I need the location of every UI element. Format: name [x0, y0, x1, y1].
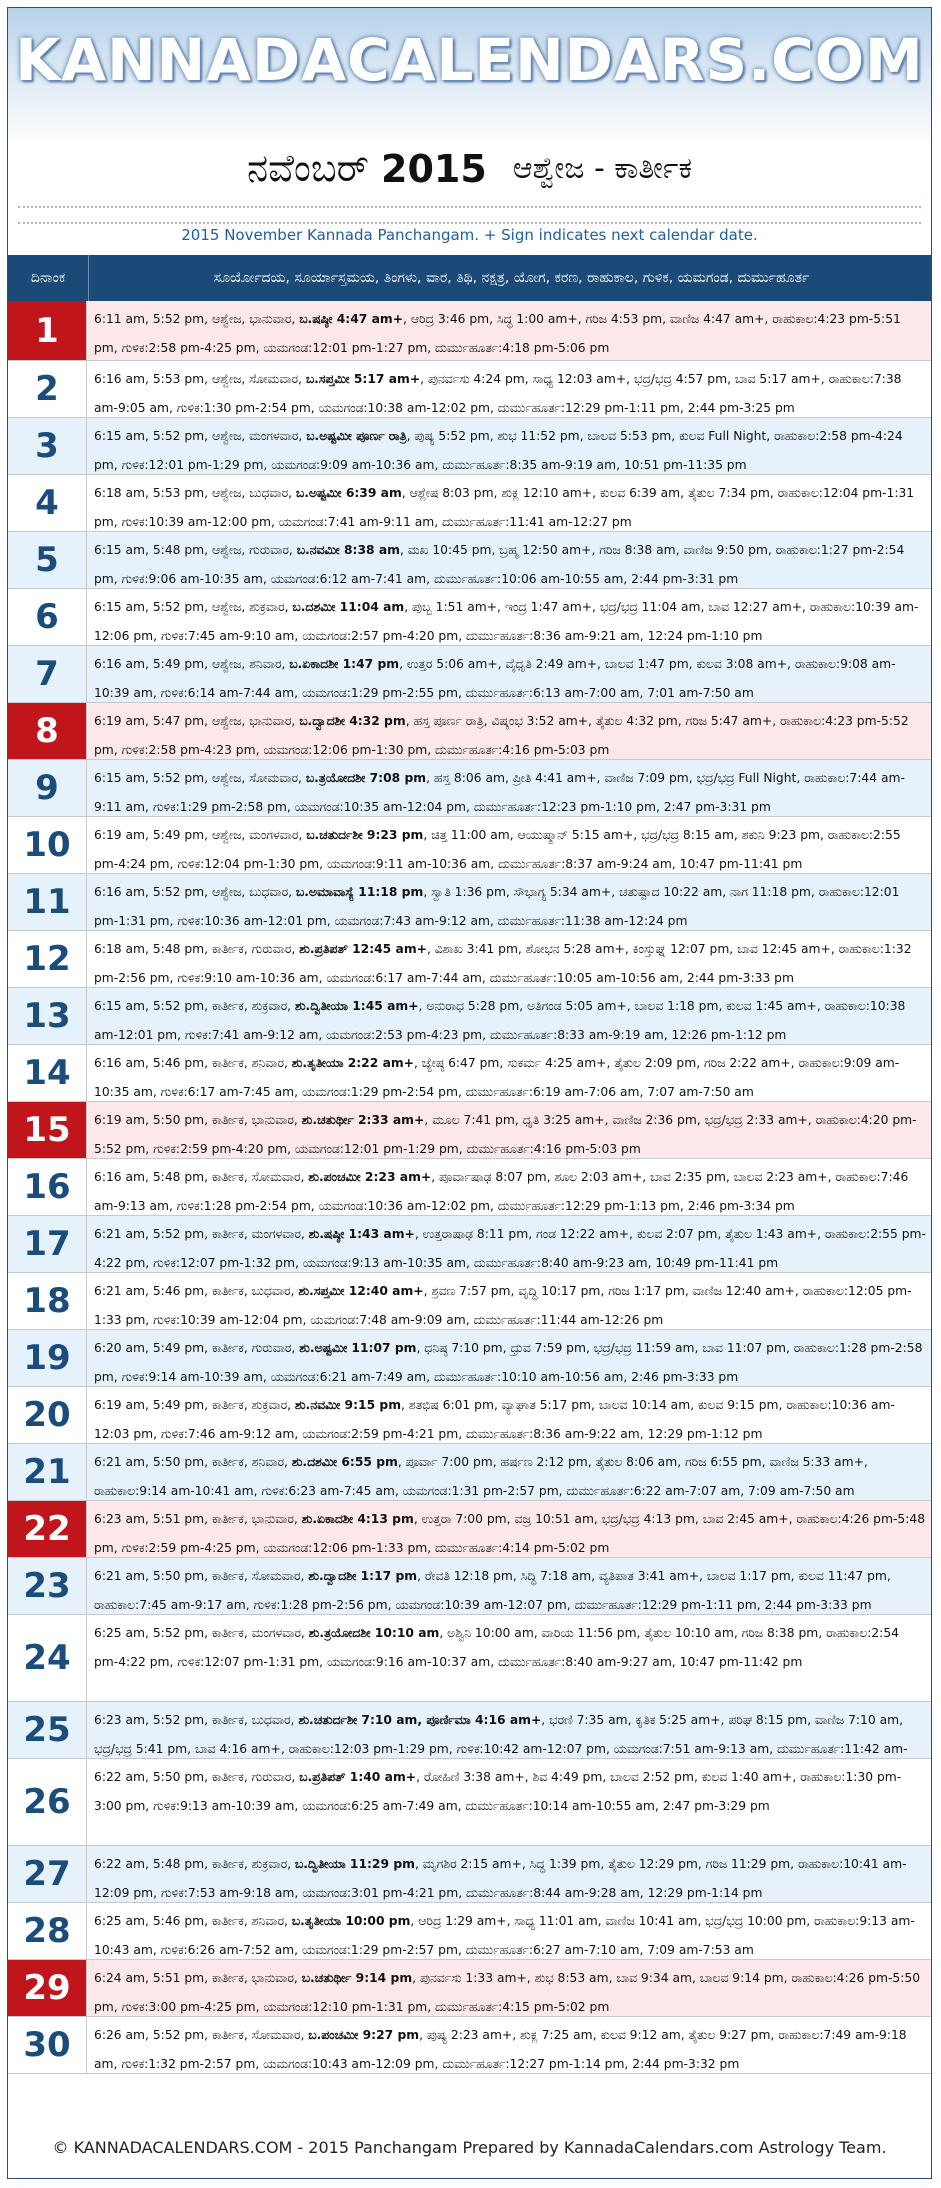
month-name: ನವೆಂಬರ್	[247, 146, 370, 190]
details-suffix: , ಉತ್ತರಾ 7:00 pm, ವಜ್ರ 10:51 am, ಭದ್ರ/ಭದ್ರ 4:13 pm, ಬಾವ 2:45 am+, ರಾಹುಕಾಲ:4:26 pm-5:48 pm, ಗುಳಿಕ:2:59 pm-4:25 pm, ಯಮಗಂಡ:12:06 pm-1:33 pm, ದುರ್ಮುಹೂರ್ತ:4:14 pm-5:02 pm	[94, 1512, 926, 1555]
tithi: ಬ.ದಶಮೀ 11:04 am	[292, 600, 405, 614]
details-suffix: , ಹಸ್ತ ಪೂರ್ಣ ರಾತ್ರಿ, ವಿಷ್ಕಂಭ 3:52 am+, ತೈತುಲ 4:32 pm, ಗರಿಜ 5:47 am+, ರಾಹುಕಾಲ:4:23 pm-5:52 pm, ಗುಳಿಕ:2:58 pm-4:23 pm, ಯಮಗಂಡ:12:06 pm-1:30 pm, ದುರ್ಮುಹೂರ್ತ:4:16 pm-5:03 pm	[94, 714, 909, 757]
tithi: ಬ.ತೃತೀಯಾ 10:00 pm	[291, 1914, 411, 1928]
details-suffix: , ಭರಣಿ 7:35 am, ಕೃತಿಕ 5:25 am+, ಪರಿಘ 8:15 pm, ವಾಣಿಜ 7:10 am, ಭದ್ರ/ಭದ್ರ 5:41 pm, ಬಾವ 4:16 am+, ರಾಹುಕಾಲ:12:03 pm-1:29 pm, ಗುಳಿಕ:10:42 am-12:07 pm, ಯಮಗಂಡ:7:51 am-9:13 am, ದುರ್ಮುಹೂರ್ತ:11:42 am-	[94, 1713, 908, 1756]
date-number: 10	[8, 817, 87, 873]
table-row	[8, 988, 931, 1045]
details-prefix: 6:16 am, 5:49 pm, ಆಶ್ವೇಜ, ಶನಿವಾರ,	[94, 657, 290, 671]
details-prefix: 6:19 am, 5:47 pm, ಆಶ್ವೇಜ, ಭಾನುವಾರ,	[94, 714, 300, 728]
details-prefix: 6:24 am, 5:51 pm, ಕಾರ್ತೀಕ, ಭಾನುವಾರ,	[94, 1971, 302, 1985]
masa-label: ಆಶ್ವೇಜ - ಕಾರ್ತೀಕ	[512, 151, 692, 186]
tithi: ಶು.ಏಕಾದಶೀ 4:13 pm	[301, 1512, 414, 1526]
tithi: ಶು.ದ್ವಿತೀಯಾ 1:45 am+	[294, 999, 419, 1013]
details-suffix: , ಉತ್ತರ 5:06 am+, ವೈಧೃತಿ 2:49 am+, ಬಾಲವ 1:47 pm, ಕುಲವ 3:08 am+, ರಾಹುಕಾಲ:9:08 am-10:39 am, ಗುಳಿಕ:6:14 am-7:44 am, ಯಮಗಂಡ:1:29 pm-2:55 pm, ದುರ್ಮುಹೂರ್ತ:6:13 am-7:00 am, 7:01 am-7:50 am	[94, 657, 896, 700]
day-details	[89, 1702, 931, 1758]
sunday-date-number: 29	[8, 1960, 87, 2016]
date-number: 21	[8, 1444, 87, 1500]
date-number: 23	[8, 1558, 87, 1614]
tithi: ಬ.ತ್ರಯೋದಶೀ 7:08 pm	[305, 771, 427, 785]
day-details	[89, 703, 931, 759]
tithi: ಬ.ಅಮಾವಾಸ್ಯೆ 11:18 pm	[295, 885, 424, 899]
day-details	[89, 1045, 931, 1101]
details-prefix: 6:22 am, 5:50 pm, ಕಾರ್ತೀಕ, ಗುರುವಾರ,	[94, 1770, 300, 1784]
date-number: 11	[8, 874, 87, 930]
day-details	[89, 817, 931, 873]
table-row	[8, 1846, 931, 1903]
table-header	[8, 255, 931, 301]
sunday-date-number: 1	[8, 301, 87, 360]
table-row	[8, 361, 931, 418]
table-row	[8, 1960, 931, 2017]
date-number: 2	[8, 361, 87, 417]
details-suffix: , ರೋಹಿಣಿ 3:38 am+, ಶಿವ 4:49 pm, ಬಾಲವ 2:52 pm, ಕುಲವ 1:40 am+, ರಾಹುಕಾಲ:1:30 pm-3:00 pm, ಗುಳಿಕ:9:13 am-10:39 am, ಯಮಗಂಡ:6:25 am-7:49 am, ದುರ್ಮುಹೂರ್ತ:10:14 am-10:55 am, 2:47 pm-3:29 pm	[94, 1770, 902, 1813]
table-row	[8, 1615, 931, 1702]
day-details	[89, 1444, 931, 1500]
date-number: 27	[8, 1846, 87, 1902]
table-row	[8, 2017, 931, 2074]
table-row	[8, 1558, 931, 1615]
details-prefix: 6:16 am, 5:48 pm, ಕಾರ್ತೀಕ, ಸೋಮವಾರ,	[94, 1170, 309, 1184]
table-row	[8, 1759, 931, 1846]
details-suffix: , ಉತ್ತರಾಷಾಢ 8:11 pm, ಗಂಡ 12:22 am+, ಕುಲವ 2:07 pm, ತೈತುಲ 1:43 am+, ರಾಹುಕಾಲ:2:55 pm-4:22 pm, ಗುಳಿಕ:12:07 pm-1:32 pm, ಯಮಗಂಡ:9:13 am-10:35 am, ದುರ್ಮುಹೂರ್ತ:8:40 am-9:23 am, 10:49 pm-11:41 pm	[94, 1227, 926, 1270]
date-number: 20	[8, 1387, 87, 1443]
tithi: ಬ.ಪ್ರತಿಪತ್ 1:40 am+	[299, 1770, 417, 1784]
table-row	[8, 532, 931, 589]
day-details	[89, 1387, 931, 1443]
tithi: ಶು.ದಶಮೀ 6:55 pm	[291, 1455, 398, 1469]
date-number: 6	[8, 589, 87, 645]
details-prefix: 6:16 am, 5:52 pm, ಆಶ್ವೇಜ, ಬುಧವಾರ,	[94, 885, 296, 899]
day-details	[89, 1558, 931, 1614]
day-details	[89, 1330, 931, 1386]
date-number: 13	[8, 988, 87, 1044]
tithi: ಬ.ಸಪ್ತಮೀ 5:17 am+	[305, 372, 421, 386]
details-suffix: , ಪೂರ್ವಾ 7:00 pm, ಹರ್ಷಣ 2:12 pm, ತೈತುಲ 8:06 am, ಗರಿಜ 6:55 pm, ವಾಣಿಜ 5:33 am+, ರಾಹುಕಾಲ:9:14 am-10:41 am, ಗುಳಿಕ:6:23 am-7:45 am, ಯಮಗಂಡ:1:31 pm-2:57 pm, ದುರ್ಮುಹೂರ್ತ:6:22 am-7:07 am, 7:09 am-7:50 am	[94, 1455, 868, 1498]
sunday-date-number: 8	[8, 703, 87, 759]
details-prefix: 6:23 am, 5:52 pm, ಕಾರ್ತೀಕ, ಬುಧವಾರ,	[94, 1713, 299, 1727]
tithi: ಶು.ನವಮೀ 9:15 pm	[294, 1398, 402, 1412]
day-details	[89, 931, 931, 987]
tithi: ಶು.ತೃತೀಯಾ 2:22 am+	[291, 1056, 414, 1070]
details-suffix: , ಆಶ್ಲೇಷ 8:03 pm, ಶುಕ್ಲ 12:10 am+, ಕುಲವ 6:39 am, ತೈತುಲ 7:34 pm, ರಾಹುಕಾಲ:12:04 pm-1:31 pm, ಗುಳಿಕ:10:39 am-12:00 pm, ಯಮಗಂಡ:7:41 am-9:11 am, ದುರ್ಮುಹೂರ್ತ:11:41 am-12:27 pm	[94, 486, 915, 529]
table-row	[8, 1102, 931, 1159]
table-row	[8, 817, 931, 874]
tithi: ಶು.ಪಂಚಮೀ 2:23 am+	[308, 1170, 432, 1184]
day-details	[89, 1903, 931, 1959]
details-prefix: 6:21 am, 5:50 pm, ಕಾರ್ತೀಕ, ಶನಿವಾರ,	[94, 1455, 292, 1469]
details-prefix: 6:16 am, 5:53 pm, ಆಶ್ವೇಜ, ಸೋಮವಾರ,	[94, 372, 306, 386]
tithi: ಶು.ಷಷ್ಠೀ 1:43 am+	[308, 1227, 415, 1241]
details-suffix: , ಮಖ 10:45 pm, ಬ್ರಹ್ಮ 12:50 am+, ಗರಿಜ 8:38 am, ವಾಣಿಜ 9:50 pm, ರಾಹುಕಾಲ:1:27 pm-2:54 pm, ಗುಳಿಕ:9:06 am-10:35 am, ಯಮಗಂಡ:6:12 am-7:41 am, ದುರ್ಮುಹೂರ್ತ:10:06 am-10:55 am, 2:44 pm-3:31 pm	[94, 543, 905, 586]
day-details	[89, 301, 931, 360]
day-details	[89, 1273, 931, 1329]
date-number: 4	[8, 475, 87, 531]
table-row	[8, 1330, 931, 1387]
date-number: 14	[8, 1045, 87, 1101]
details-column-header: ಸೂರ್ಯೋದಯ, ಸೂರ್ಯಾಸ್ತಮಯ, ತಿಂಗಳು, ವಾರ, ತಿಥಿ, ನಕ್ಷತ್ರ, ಯೋಗ, ಕರಣ, ರಾಹುಕಾಲ, ಗುಳಿಕ, ಯಮಗಂಡ, ದುರ್ಮುಹೂರ್ತ	[213, 270, 810, 286]
table-row	[8, 760, 931, 817]
page-title	[8, 146, 931, 202]
tithi: ಬ.ದ್ವಿತೀಯಾ 11:29 pm	[294, 1857, 415, 1871]
tithi: ಶು.ದ್ವಾದಶೀ 1:17 pm	[308, 1569, 418, 1583]
details-prefix: 6:19 am, 5:50 pm, ಕಾರ್ತೀಕ, ಭಾನುವಾರ,	[94, 1113, 302, 1127]
date-number: 5	[8, 532, 87, 588]
details-suffix: , ಅನುರಾಧ 5:28 pm, ಅತಿಗಂಡ 5:05 am+, ಬಾಲವ 1:18 pm, ಕುಲವ 1:45 am+, ರಾಹುಕಾಲ:10:38 am-12:01 pm, ಗುಳಿಕ:7:41 am-9:12 am, ಯಮಗಂಡ:2:53 pm-4:23 pm, ದುರ್ಮುಹೂರ್ತ:8:33 am-9:19 am, 12:26 pm-1:12 pm	[94, 999, 906, 1042]
table-row	[8, 931, 931, 988]
panchangam-table	[8, 301, 931, 2074]
details-prefix: 6:11 am, 5:52 pm, ಆಶ್ವೇಜ, ಭಾನುವಾರ,	[94, 312, 300, 326]
details-suffix: , ಧನಿಷ್ಠ 7:10 pm, ಧ್ರುವ 7:59 pm, ಭದ್ರ/ಭದ್ರ 11:59 am, ಬಾವ 11:07 pm, ರಾಹುಕಾಲ:1:28 pm-2:58 pm, ಗುಳಿಕ:9:14 am-10:39 am, ಯಮಗಂಡ:6:21 am-7:49 am, ದುರ್ಮುಹೂರ್ತ:10:10 am-10:56 am, 2:46 pm-3:33 pm	[94, 1341, 923, 1384]
tithi: ಶು.ಪ್ರತಿಪತ್ 12:45 am+	[299, 942, 427, 956]
page-subtitle: 2015 November Kannada Panchangam. + Sign indicates next calendar date.	[181, 226, 758, 244]
date-number: 18	[8, 1273, 87, 1329]
sunday-date-number: 15	[8, 1102, 87, 1158]
tithi: ಶು.ಅಷ್ಟಮೀ 11:07 pm	[299, 1341, 417, 1355]
date-number: 3	[8, 418, 87, 474]
day-details	[89, 1501, 931, 1557]
details-prefix: 6:19 am, 5:49 pm, ಆಶ್ವೇಜ, ಮಂಗಳವಾರ,	[94, 828, 307, 842]
day-details	[89, 1102, 931, 1158]
calendar-page	[7, 7, 932, 2179]
table-row	[8, 1444, 931, 1501]
table-row	[8, 1501, 931, 1558]
details-suffix: , ರೇವತಿ 12:18 pm, ಸಿದ್ಧಿ 7:18 am, ವ್ಯತಿಪಾತ 3:41 am+, ಬಾಲವ 1:17 pm, ಕುಲವ 11:47 pm, ರಾಹುಕಾಲ:7:45 am-9:17 am, ಗುಳಿಕ:1:28 pm-2:56 pm, ಯಮಗಂಡ:10:39 am-12:07 pm, ದುರ್ಮುಹೂರ್ತ:12:29 pm-1:11 pm, 2:44 pm-3:33 pm	[94, 1569, 891, 1612]
tithi: ಬ.ನವಮೀ 8:38 am	[296, 543, 400, 557]
details-suffix: , ಶ್ರವಣ 7:57 pm, ವೃದ್ಧಿ 10:17 pm, ಗರಿಜ 1:17 pm, ವಾಣಿಜ 12:40 am+, ರಾಹುಕಾಲ:12:05 pm-1:33 pm, ಗುಳಿಕ:10:39 am-12:04 pm, ಯಮಗಂಡ:7:48 am-9:09 am, ದುರ್ಮುಹೂರ್ತ:11:44 am-12:26 pm	[94, 1284, 912, 1327]
tithi: ಬ.ಚತುರ್ಥೀ 9:14 pm	[301, 1971, 413, 1985]
tithi: ಶು.ಸಪ್ತಮೀ 12:40 am+	[298, 1284, 424, 1298]
details-suffix: , ಪೂರ್ವಾಷಾಢ 8:07 pm, ಶೂಲ 2:03 am+, ಬಾವ 2:35 pm, ಬಾಲವ 2:23 am+, ರಾಹುಕಾಲ:7:46 am-9:13 am, ಗುಳಿಕ:1:28 pm-2:54 pm, ಯಮಗಂಡ:10:36 am-12:02 pm, ದುರ್ಮುಹೂರ್ತ:12:29 pm-1:13 pm, 2:46 pm-3:34 pm	[94, 1170, 909, 1213]
tithi: ಶು.ಚತುರ್ಥೀ 2:33 am+	[301, 1113, 425, 1127]
date-number: 12	[8, 931, 87, 987]
date-number: 28	[8, 1903, 87, 1959]
tithi: ಶು.ಚತುರ್ದಶೀ 7:10 am, ಪೂರ್ಣಿಮಾ 4:16 am+	[298, 1713, 542, 1727]
details-prefix: 6:16 am, 5:46 pm, ಕಾರ್ತೀಕ, ಶನಿವಾರ,	[94, 1056, 292, 1070]
details-suffix: , ಪುಷ್ಯ 2:23 am+, ಶುಕ್ಲ 7:25 am, ಕುಲವ 9:12 am, ತೈತುಲ 9:27 pm, ರಾಹುಕಾಲ:7:49 am-9:18 am, ಗುಳಿಕ:1:32 pm-2:57 pm, ಯಮಗಂಡ:10:43 am-12:09 pm, ದುರ್ಮುಹೂರ್ತ:12:27 pm-1:14 pm, 2:44 pm-3:32 pm	[94, 2028, 907, 2071]
tithi: ಬ.ಪಂಚಮೀ 9:27 pm	[308, 2028, 420, 2042]
date-number: 19	[8, 1330, 87, 1386]
decorative-border	[18, 206, 921, 224]
details-prefix: 6:21 am, 5:52 pm, ಕಾರ್ತೀಕ, ಮಂಗಳವಾರ,	[94, 1227, 309, 1241]
day-details	[89, 1216, 931, 1272]
day-details	[89, 988, 931, 1044]
date-number: 9	[8, 760, 87, 816]
day-column-header: ದಿನಾಂಕ	[8, 255, 89, 301]
day-details	[89, 1159, 931, 1215]
details-prefix: 6:15 am, 5:52 pm, ಆಶ್ವೇಜ, ಶುಕ್ರವಾರ,	[94, 600, 293, 614]
details-suffix: , ಜ್ಯೇಷ್ಠ 6:47 pm, ಸುಕರ್ಮ 4:25 am+, ತೈತುಲ 2:09 pm, ಗರಿಜ 2:22 am+, ರಾಹುಕಾಲ:9:09 am-10:35 am, ಗುಳಿಕ:6:17 am-7:45 am, ಯಮಗಂಡ:1:29 pm-2:54 pm, ದುರ್ಮುಹೂರ್ತ:6:19 am-7:06 am, 7:07 am-7:50 am	[94, 1056, 900, 1099]
details-prefix: 6:21 am, 5:46 pm, ಕಾರ್ತೀಕ, ಬುಧವಾರ,	[94, 1284, 299, 1298]
day-details	[89, 418, 931, 474]
site-logo[interactable]: KANNADACALENDARS.COM	[15, 26, 924, 94]
date-number: 16	[8, 1159, 87, 1215]
table-row	[8, 1702, 931, 1759]
details-suffix: , ಅಶ್ವಿನಿ 10:00 am, ವಾರಿಯ 11:56 pm, ತೈತುಲ 10:10 am, ಗರಿಜ 8:38 pm, ರಾಹುಕಾಲ:2:54 pm-4:22 pm, ಗುಳಿಕ:12:07 pm-1:31 pm, ಯಮಗಂಡ:9:16 am-10:37 am, ದುರ್ಮುಹೂರ್ತ:8:40 am-9:27 am, 10:47 pm-11:42 pm	[94, 1626, 899, 1669]
details-prefix: 6:23 am, 5:51 pm, ಕಾರ್ತೀಕ, ಭಾನುವಾರ,	[94, 1512, 302, 1526]
table-row	[8, 418, 931, 475]
details-suffix: , ಶತಭಿಷ 6:01 pm, ವ್ಯಾಘಾತ 5:17 pm, ಬಾಲವ 10:14 am, ಕುಲವ 9:15 pm, ರಾಹುಕಾಲ:10:36 am-12:03 pm, ಗುಳಿಕ:7:46 am-9:12 am, ಯಮಗಂಡ:2:59 pm-4:21 pm, ದುರ್ಮುಹೂರ್ತ:8:36 am-9:22 am, 12:29 pm-1:12 pm	[94, 1398, 895, 1441]
table-row	[8, 1387, 931, 1444]
day-details	[89, 361, 931, 417]
day-details	[89, 1846, 931, 1902]
day-details	[89, 2017, 931, 2073]
day-details	[89, 1960, 931, 2016]
table-row	[8, 1273, 931, 1330]
details-prefix: 6:15 am, 5:52 pm, ಕಾರ್ತೀಕ, ಶುಕ್ರವಾರ,	[94, 999, 295, 1013]
tithi: ಬ.ದ್ವಾದಶೀ 4:32 pm	[299, 714, 406, 728]
day-details	[89, 1615, 931, 1701]
details-suffix: , ಆರಿದ್ರ 3:46 pm, ಸಿದ್ಧ 1:00 am+, ಗರಿಜ 4:53 pm, ವಾಣಿಜ 4:47 am+, ರಾಹುಕಾಲ:4:23 pm-5:51 pm, ಗುಳಿಕ:2:58 pm-4:25 pm, ಯಮಗಂಡ:12:01 pm-1:27 pm, ದುರ್ಮುಹೂರ್ತ:4:18 pm-5:06 pm	[94, 312, 901, 355]
table-row	[8, 703, 931, 760]
details-suffix: , ಪುಷ್ಯ 5:52 pm, ಶುಭ 11:52 pm, ಬಾಲವ 5:53 pm, ಕುಲವ Full Night, ರಾಹುಕಾಲ:2:58 pm-4:24 pm, ಗುಳಿಕ:12:01 pm-1:29 pm, ಯಮಗಂಡ:9:09 am-10:36 am, ದುರ್ಮುಹೂರ್ತ:8:35 am-9:19 am, 10:51 pm-11:35 pm	[94, 429, 903, 472]
day-details	[89, 874, 931, 930]
details-suffix: , ಸ್ವಾತಿ 1:36 pm, ಸೌಭಾಗ್ಯ 5:34 am+, ಚತುಷ್ಪಾದ 10:22 am, ನಾಗ 11:18 pm, ರಾಹುಕಾಲ:12:01 pm-1:31 pm, ಗುಳಿಕ:10:36 am-12:01 pm, ಯಮಗಂಡ:7:43 am-9:12 am, ದುರ್ಮುಹೂರ್ತ:11:38 am-12:24 pm	[94, 885, 900, 928]
details-prefix: 6:25 am, 5:52 pm, ಕಾರ್ತೀಕ, ಮಂಗಳವಾರ,	[94, 1626, 309, 1640]
date-number: 7	[8, 646, 87, 702]
date-number: 17	[8, 1216, 87, 1272]
tithi: ಬ.ಷಷ್ಠೀ 4:47 am+	[299, 312, 404, 326]
details-suffix: , ಆರಿದ್ರ 1:29 am+, ಸಾಧ್ಯ 11:01 am, ವಾಣಿಜ 10:41 am, ಭದ್ರ/ಭದ್ರ 10:00 pm, ರಾಹುಕಾಲ:9:13 am-10:43 am, ಗುಳಿಕ:6:26 am-7:52 am, ಯಮಗಂಡ:1:29 pm-2:57 pm, ದುರ್ಮುಹೂರ್ತ:6:27 am-7:10 am, 7:09 am-7:53 am	[94, 1914, 915, 1957]
details-prefix: 6:25 am, 5:46 pm, ಕಾರ್ತೀಕ, ಶನಿವಾರ,	[94, 1914, 292, 1928]
details-suffix: , ಮೂಲ 7:41 pm, ಧೃತಿ 3:25 am+, ವಾಣಿಜ 2:36 pm, ಭದ್ರ/ಭದ್ರ 2:33 am+, ರಾಹುಕಾಲ:4:20 pm-5:52 pm, ಗುಳಿಕ:2:59 pm-4:20 pm, ಯಮಗಂಡ:12:01 pm-1:29 pm, ದುರ್ಮುಹೂರ್ತ:4:16 pm-5:03 pm	[94, 1113, 917, 1156]
details-suffix: , ಪುನರ್ವಸು 4:24 pm, ಸಾಧ್ಯ 12:03 am+, ಭದ್ರ/ಭದ್ರ 4:57 pm, ಬಾವ 5:17 am+, ರಾಹುಕಾಲ:7:38 am-9:05 am, ಗುಳಿಕ:1:30 pm-2:54 pm, ಯಮಗಂಡ:10:38 am-12:02 pm, ದುರ್ಮುಹೂರ್ತ:12:29 pm-1:11 pm, 2:44 pm-3:25 pm	[94, 372, 902, 415]
sunday-date-number: 22	[8, 1501, 87, 1557]
details-suffix: , ವಿಶಾಖ 3:41 pm, ಶೋಭನ 5:28 am+, ಕಿಂಸ್ತುಘ್ನ 12:07 pm, ಬಾವ 12:45 am+, ರಾಹುಕಾಲ:1:32 pm-2:56 pm, ಗುಳಿಕ:9:10 am-10:36 am, ಯಮಗಂಡ:6:17 am-7:44 am, ದುರ್ಮುಹೂರ್ತ:10:05 am-10:56 am, 2:44 pm-3:33 pm	[94, 942, 912, 985]
date-number: 26	[8, 1759, 87, 1845]
footer-copyright: © KANNADACALENDARS.COM - 2015 Panchangam Prepared by KannadaCalendars.com Astrology Team.	[8, 2118, 931, 2178]
details-prefix: 6:22 am, 5:48 pm, ಕಾರ್ತೀಕ, ಶುಕ್ರವಾರ,	[94, 1857, 295, 1871]
day-details	[89, 475, 931, 531]
details-prefix: 6:21 am, 5:50 pm, ಕಾರ್ತೀಕ, ಸೋಮವಾರ,	[94, 1569, 309, 1583]
details-prefix: 6:26 am, 5:52 pm, ಕಾರ್ತೀಕ, ಸೋಮವಾರ,	[94, 2028, 309, 2042]
details-prefix: 6:19 am, 5:49 pm, ಕಾರ್ತೀಕ, ಶುಕ್ರವಾರ,	[94, 1398, 295, 1412]
details-prefix: 6:18 am, 5:53 pm, ಆಶ್ವೇಜ, ಬುಧವಾರ,	[94, 486, 296, 500]
details-suffix: , ಹಸ್ತ 8:06 am, ಪ್ರೀತಿ 4:41 am+, ವಾಣಿಜ 7:09 pm, ಭದ್ರ/ಭದ್ರ Full Night, ರಾಹುಕಾಲ:7:44 am-9:11 am, ಗುಳಿಕ:1:29 pm-2:58 pm, ಯಮಗಂಡ:10:35 am-12:04 pm, ದುರ್ಮುಹೂರ್ತ:12:23 pm-1:10 pm, 2:47 pm-3:31 pm	[94, 771, 905, 814]
details-prefix: 6:15 am, 5:48 pm, ಆಶ್ವೇಜ, ಗುರುವಾರ,	[94, 543, 297, 557]
tithi: ಬ.ಅಷ್ಟಮೀ 6:39 am	[295, 486, 402, 500]
day-details	[89, 1759, 931, 1845]
table-row	[8, 1903, 931, 1960]
table-row	[8, 874, 931, 931]
details-suffix: , ಪುನರ್ವಸು 1:33 am+, ಶುಭ 8:53 am, ಬಾವ 9:34 am, ಬಾಲವ 9:14 pm, ರಾಹುಕಾಲ:4:26 pm-5:50 pm, ಗುಳಿಕ:3:00 pm-4:25 pm, ಯಮಗಂಡ:12:10 pm-1:31 pm, ದುರ್ಮುಹೂರ್ತ:4:15 pm-5:02 pm	[94, 1971, 921, 2014]
date-number: 25	[8, 1702, 87, 1758]
details-prefix: 6:18 am, 5:48 pm, ಕಾರ್ತೀಕ, ಗುರುವಾರ,	[94, 942, 300, 956]
table-row	[8, 301, 931, 361]
tithi: ಶು.ತ್ರಯೋದಶೀ 10:10 am	[308, 1626, 440, 1640]
tithi: ಬ.ಏಕಾದಶೀ 1:47 pm	[289, 657, 400, 671]
site-banner	[8, 8, 931, 148]
day-details	[89, 589, 931, 645]
date-number: 24	[8, 1615, 87, 1701]
date-number: 30	[8, 2017, 87, 2073]
year-label: 2015	[381, 146, 487, 191]
table-row	[8, 1216, 931, 1273]
table-row	[8, 1045, 931, 1102]
details-prefix: 6:15 am, 5:52 pm, ಆಶ್ವೇಜ, ಸೋಮವಾರ,	[94, 771, 306, 785]
day-details	[89, 532, 931, 588]
details-prefix: 6:15 am, 5:52 pm, ಆಶ್ವೇಜ, ಮಂಗಳವಾರ,	[94, 429, 307, 443]
day-details	[89, 646, 931, 702]
details-suffix: , ಪುಬ್ಬ 1:51 am+, ಇಂದ್ರ 1:47 am+, ಭದ್ರ/ಭದ್ರ 11:04 am, ಬಾವ 12:27 am+, ರಾಹುಕಾಲ:10:39 am-12:06 pm, ಗುಳಿಕ:7:45 am-9:10 am, ಯಮಗಂಡ:2:57 pm-4:20 pm, ದುರ್ಮುಹೂರ್ತ:8:36 am-9:21 am, 12:24 pm-1:10 pm	[94, 600, 919, 643]
table-row	[8, 646, 931, 703]
details-suffix: , ಮೃಗಶಿರ 2:15 am+, ಸಿದ್ಧ 1:39 pm, ತೈತುಲ 12:29 pm, ಗರಿಜ 11:29 pm, ರಾಹುಕಾಲ:10:41 am-12:09 pm, ಗುಳಿಕ:7:53 am-9:18 am, ಯಮಗಂಡ:3:01 pm-4:21 pm, ದುರ್ಮುಹೂರ್ತ:8:44 am-9:28 am, 12:29 pm-1:14 pm	[94, 1857, 907, 1900]
details-prefix: 6:20 am, 5:49 pm, ಕಾರ್ತೀಕ, ಗುರುವಾರ,	[94, 1341, 300, 1355]
details-suffix: , ಚಿತ್ತ 11:00 am, ಆಯುಷ್ಮಾನ್ 5:15 am+, ಭದ್ರ/ಭದ್ರ 8:15 am, ಶಕುನಿ 9:23 pm, ರಾಹುಕಾಲ:2:55 pm-4:24 pm, ಗುಳಿಕ:12:04 pm-1:30 pm, ಯಮಗಂಡ:9:11 am-10:36 am, ದುರ್ಮುಹೂರ್ತ:8:37 am-9:24 am, 10:47 pm-11:41 pm	[94, 828, 901, 871]
table-row	[8, 589, 931, 646]
table-row	[8, 1159, 931, 1216]
tithi: ಬ.ಅಷ್ಟಮೀ ಪೂರ್ಣ ರಾತ್ರಿ	[306, 429, 407, 443]
tithi: ಬ.ಚತುರ್ದಶೀ 9:23 pm	[306, 828, 424, 842]
table-row	[8, 475, 931, 532]
day-details	[89, 760, 931, 816]
